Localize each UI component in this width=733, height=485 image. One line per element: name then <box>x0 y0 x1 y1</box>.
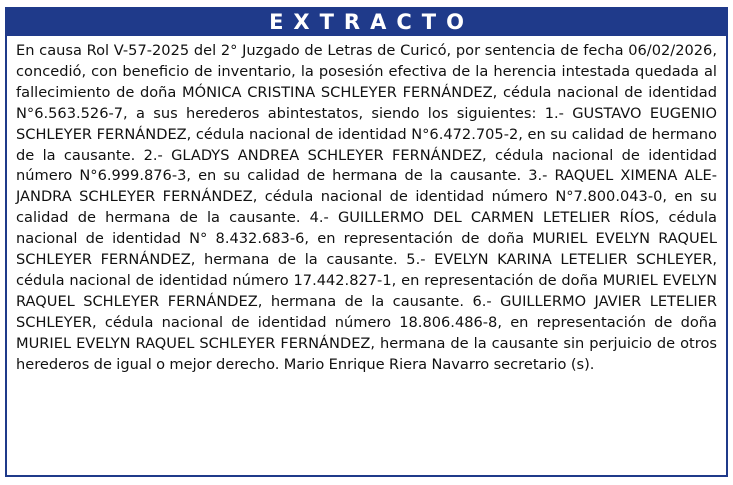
notice-body-text: En causa Rol V-57-2025 del 2° Juzgado de Letras de Curicó, por sentencia de fecha 06/02/2026, concedió, con beneficio de inventario, la posesión efectiva de la herencia intestada quedada al fallecimiento de doña MÓNICA CRISTINA SCHLEYER FERNÁNDEZ, cédula nacional de identidad N°6.563.526-7, a sus herederos abintestatos, siendo los siguientes: 1.- GUSTAVO EUGENIO SCHLEYER FERNÁNDEZ, cédula nacional de identidad N°6.472.705-2, en su calidad de hermano de la causante. 2.- GLADYS ANDREA SCHLEYER FERNÁNDEZ, cédula nacional de identidad número N°6.999.876-3, en su calidad de hermana de la causante. 3.- RAQUEL XIMENA ALEJANDRA SCHLEYER FERNÁNDEZ, cédula nacional de identidad número N°7.800.043-0, en su calidad de hermana de la causante. 4.- GUILLERMO DEL CARMEN LETELIER RÍOS, cédula nacional de identidad N° 8.432.683-6, en representación de doña MURIEL EVELYN RAQUEL SCHLEYER FERNÁNDEZ, hermana de la causante. 5.- EVELYN KARINA LETELIER SCHLEYER, cédula nacional de identidad número 17.442.827-1, en representación de doña MURIEL EVELYN RAQUEL SCHLEYER FERNÁNDEZ, hermana de la causante. 6.- GUILLERMO JAVIER LETELIER SCHLEYER, cédula nacional de identidad número 18.806.486-8, en representación de doña MURIEL EVELYN RAQUEL SCHLEYER FERNÁNDEZ, hermana de la causante sin perjuicio de otros herederos de igual o mejor derecho. Mario Enrique Riera Navarro secretario (s). <box>16 42 717 373</box>
legal-notice-box <box>5 7 728 477</box>
notice-title: EXTRACTO <box>7 9 726 36</box>
